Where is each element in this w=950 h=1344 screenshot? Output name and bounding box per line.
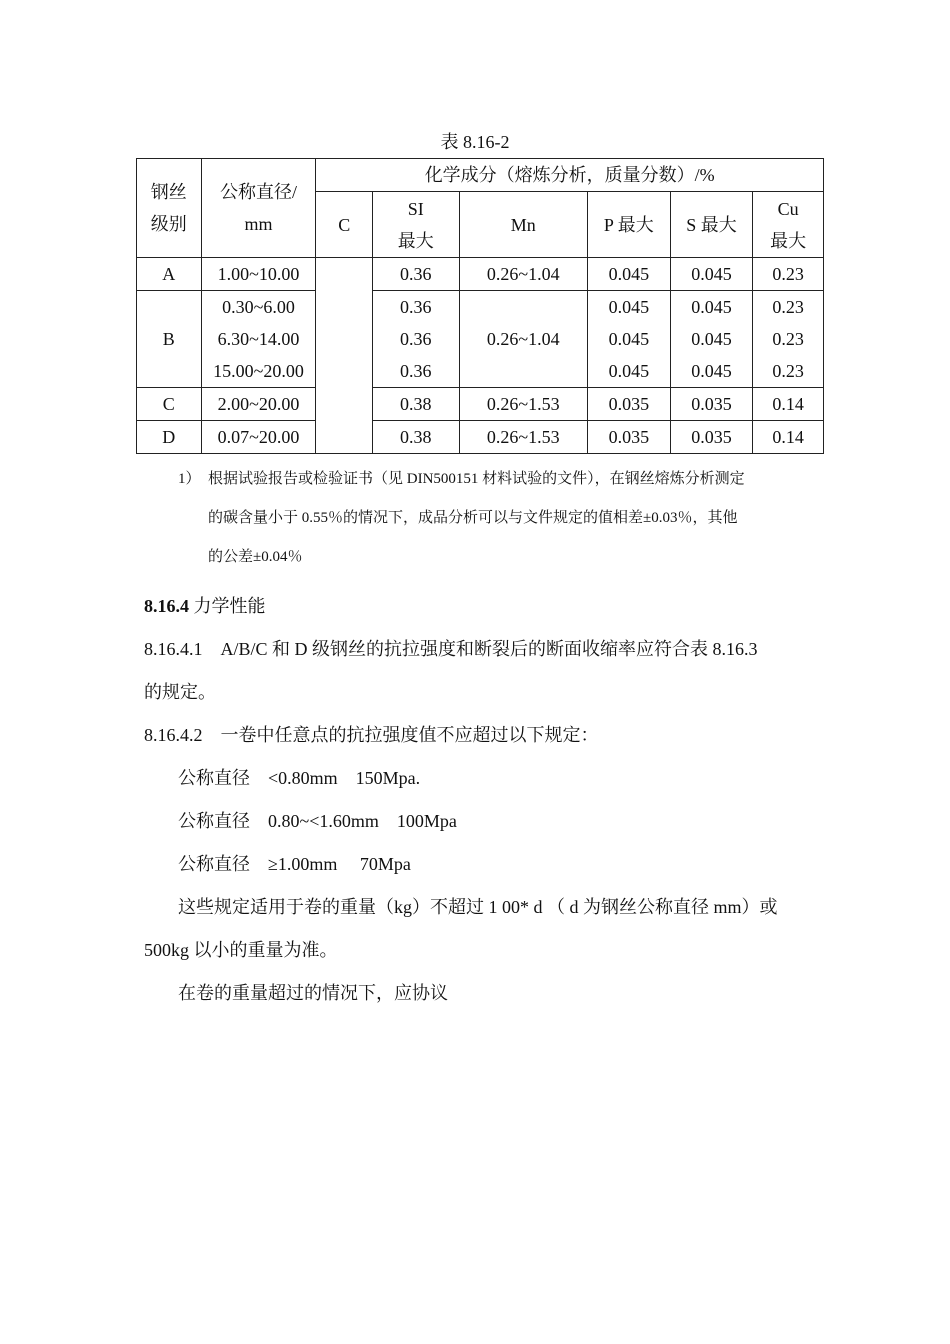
cell-grade: A [137, 258, 202, 291]
header-p: P 最大 [588, 192, 671, 258]
cell-si: 0.36 [373, 258, 460, 291]
header-c: C [316, 192, 373, 258]
cell-cu: 0.23 [753, 258, 824, 291]
section-heading-number: 8.16.4 [144, 596, 189, 616]
header-s: S 最大 [670, 192, 753, 258]
table-row-a [137, 258, 824, 291]
cell-si: 0.36 0.36 0.36 [373, 291, 460, 388]
coil-weight-rule: 这些规定适用于卷的重量（kg）不超过 1 00* d （ d 为钢丝公称直径 mm）或 [178, 897, 778, 917]
cell-diameter: 0.07~20.00 [201, 421, 316, 454]
section-heading [144, 585, 824, 628]
cell-p: 0.035 [588, 421, 671, 454]
coil-weight-rule-cont: 500kg 以小的重量为准。 [144, 940, 338, 960]
cell-p: 0.045 [588, 258, 671, 291]
header-si: SI 最大 [373, 192, 460, 258]
paragraph-8-16-4-1-cont: 的规定。 [144, 682, 216, 702]
header-composition: 化学成分（熔炼分析，质量分数）/% [316, 159, 824, 192]
footnote-number: 1） [178, 471, 201, 487]
footnote-line: 的公差±0.04％ [208, 549, 303, 565]
paragraph-8-16-4-1: 8.16.4.1 A/B/C 和 D 级钢丝的抗拉强度和断裂后的断面收缩率应符合表 8.16.3 [144, 639, 758, 659]
limit-line: 公称直径 0.80~<1.60mm 100Mpa [178, 811, 457, 831]
cell-si: 0.38 [373, 421, 460, 454]
cell-mn: 0.26~1.53 [459, 388, 588, 421]
cell-grade: B [137, 291, 202, 388]
header-cu: Cu 最大 [753, 192, 824, 258]
cell-si: 0.38 [373, 388, 460, 421]
cell-c-empty [316, 258, 373, 454]
cell-p: 0.035 [588, 388, 671, 421]
cell-p: 0.045 0.045 0.045 [588, 291, 671, 388]
section-heading-text: 力学性能 [189, 596, 266, 616]
cell-s: 0.035 [670, 388, 753, 421]
cell-cu: 0.14 [753, 388, 824, 421]
cell-grade: C [137, 388, 202, 421]
cell-s: 0.035 [670, 421, 753, 454]
cell-diameter: 0.30~6.00 6.30~14.00 15.00~20.00 [201, 291, 316, 388]
footnote-line: 根据试验报告或检验证书（见 DIN500151 材料试验的文件），在钢丝熔炼分析测定 [208, 471, 745, 487]
cell-s: 0.045 0.045 0.045 [670, 291, 753, 388]
footnote-line: 的碳含量小于 0.55％的情况下，成品分析可以与文件规定的值相差±0.03％，其他 [208, 510, 738, 526]
cell-mn: 0.26~1.04 [459, 291, 588, 388]
cell-mn: 0.26~1.53 [459, 421, 588, 454]
table-row-b [137, 291, 824, 388]
table-footnote [178, 460, 818, 577]
limit-line: 公称直径 ≥1.00mm 70Mpa [178, 854, 411, 874]
cell-grade: D [137, 421, 202, 454]
table-row-c [137, 388, 824, 421]
paragraph-8-16-4-2: 8.16.4.2 一卷中任意点的抗拉强度值不应超过以下规定： [144, 725, 599, 745]
table-caption: 表 8.16-2 [440, 132, 510, 152]
header-grade: 钢丝 级别 [137, 159, 202, 258]
cell-mn: 0.26~1.04 [459, 258, 588, 291]
limit-line: 公称直径 <0.80mm 150Mpa. [178, 768, 421, 788]
cell-diameter: 2.00~20.00 [201, 388, 316, 421]
cell-cu: 0.14 [753, 421, 824, 454]
cell-cu: 0.23 0.23 0.23 [753, 291, 824, 388]
header-diameter: 公称直径/ mm [201, 159, 316, 258]
cell-s: 0.045 [670, 258, 753, 291]
agreement-note: 在卷的重量超过的情况下，应协议 [178, 983, 448, 1003]
cell-diameter: 1.00~10.00 [201, 258, 316, 291]
composition-table [136, 158, 824, 454]
table-row-d [137, 421, 824, 454]
header-mn: Mn [459, 192, 588, 258]
